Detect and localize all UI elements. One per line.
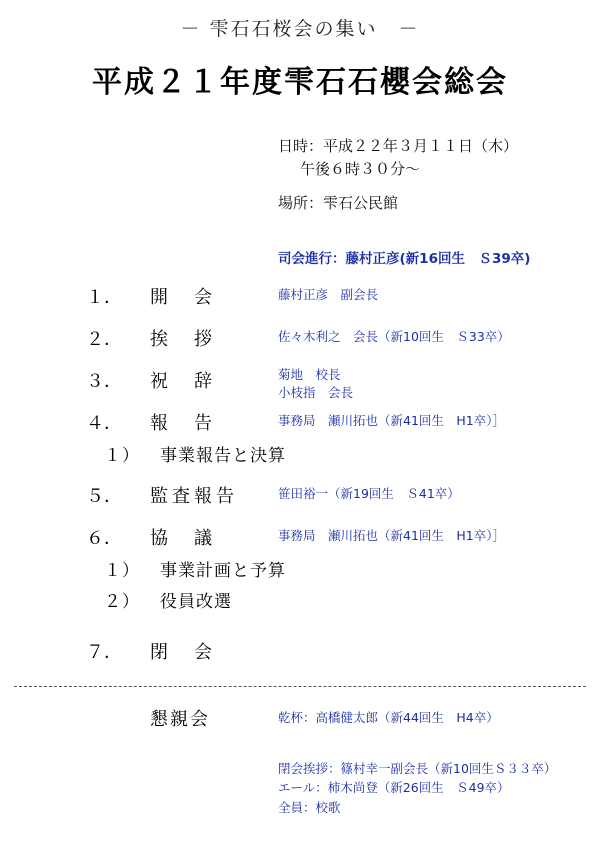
agenda-list xyxy=(0,283,600,664)
document-subtitle: － 雫石石桜会の集い － xyxy=(180,18,420,40)
agenda-item-number: ３． xyxy=(86,370,122,392)
closing-note-line: 全員：校歌 xyxy=(278,799,341,815)
agenda-item-number: ６． xyxy=(86,527,122,549)
agenda-item xyxy=(0,283,600,309)
master-of-ceremonies: 司会進行：藤村正彦(新16回生 Ｓ39卒) xyxy=(278,250,531,267)
agenda-item-label: 報 告 xyxy=(150,412,216,434)
event-meta xyxy=(0,135,600,215)
agenda-item xyxy=(0,482,600,508)
party-section xyxy=(0,705,600,735)
agenda-item-note: 笹田裕一（新19回生 Ｓ41卒） xyxy=(278,485,460,501)
agenda-subitem-number: １） xyxy=(104,560,140,581)
agenda-item xyxy=(0,524,600,550)
document-title: 平成２１年度雫石石櫻会総会 xyxy=(92,65,508,100)
agenda-item xyxy=(0,409,600,435)
agenda-item-note: 藤村正彦 副会長 xyxy=(278,286,379,302)
document-page xyxy=(0,14,600,856)
agenda-item-note: 佐々木利之 会長（新10回生 Ｓ33卒） xyxy=(278,328,510,344)
agenda-item xyxy=(0,366,600,400)
agenda-item-number: １． xyxy=(86,286,122,308)
agenda-item-label: 監査報告 xyxy=(150,485,238,507)
agenda-item-number: ２． xyxy=(86,328,122,350)
agenda-subitem-text: 役員改選 xyxy=(160,591,232,612)
agenda-subitem-number: ２） xyxy=(104,591,140,612)
agenda-subitem xyxy=(0,441,600,466)
party-label: 懇親会 xyxy=(150,708,210,730)
agenda-item-note: 事務局 瀬川拓也（新41回生 H1卒）］ xyxy=(278,412,506,428)
agenda-subitem-text: 事業計画と予算 xyxy=(160,560,286,581)
party-note: 乾杯：高橋健太郎（新44回生 H4卒） xyxy=(278,709,499,725)
closing-note-line: エール：柿木尚登（新26回生 Ｓ49卒） xyxy=(278,780,510,796)
event-place: 場所：雫石公民館 xyxy=(278,193,399,212)
event-date-line1: 日時：平成２２年３月１１日（木） xyxy=(278,137,519,155)
agenda-item-label: 協 議 xyxy=(150,527,216,549)
event-date-line2: 午後６時３０分～ xyxy=(300,160,421,179)
agenda-item-label: 挨 拶 xyxy=(150,328,216,350)
agenda-item-label: 開 会 xyxy=(150,286,216,308)
agenda-item-number: ５． xyxy=(86,485,122,507)
agenda-item-note xyxy=(278,366,353,402)
agenda-item-note-line: 小枝指 会長 xyxy=(278,384,354,400)
agenda-subitem xyxy=(0,587,600,612)
agenda-item-number: ７． xyxy=(86,641,122,663)
agenda-subitem-text: 事業報告と決算 xyxy=(160,445,286,466)
closing-note-line: 閉会挨拶：篠村幸一副会長（新10回生Ｓ３３卒） xyxy=(278,760,557,776)
agenda-item-note-line: 菊地 校長 xyxy=(278,366,341,382)
section-divider xyxy=(14,686,586,687)
agenda-item xyxy=(0,325,600,351)
agenda-item xyxy=(0,638,600,664)
agenda-item-note: 事務局 瀬川拓也（新41回生 H1卒）］ xyxy=(278,527,506,543)
agenda-item-label: 祝 辞 xyxy=(150,370,216,392)
agenda-item-label: 閉 会 xyxy=(150,641,216,663)
closing-notes xyxy=(0,759,600,817)
agenda-subitem-number: １） xyxy=(104,445,140,466)
agenda-item-number: ４． xyxy=(86,412,122,434)
agenda-subitem xyxy=(0,556,600,581)
